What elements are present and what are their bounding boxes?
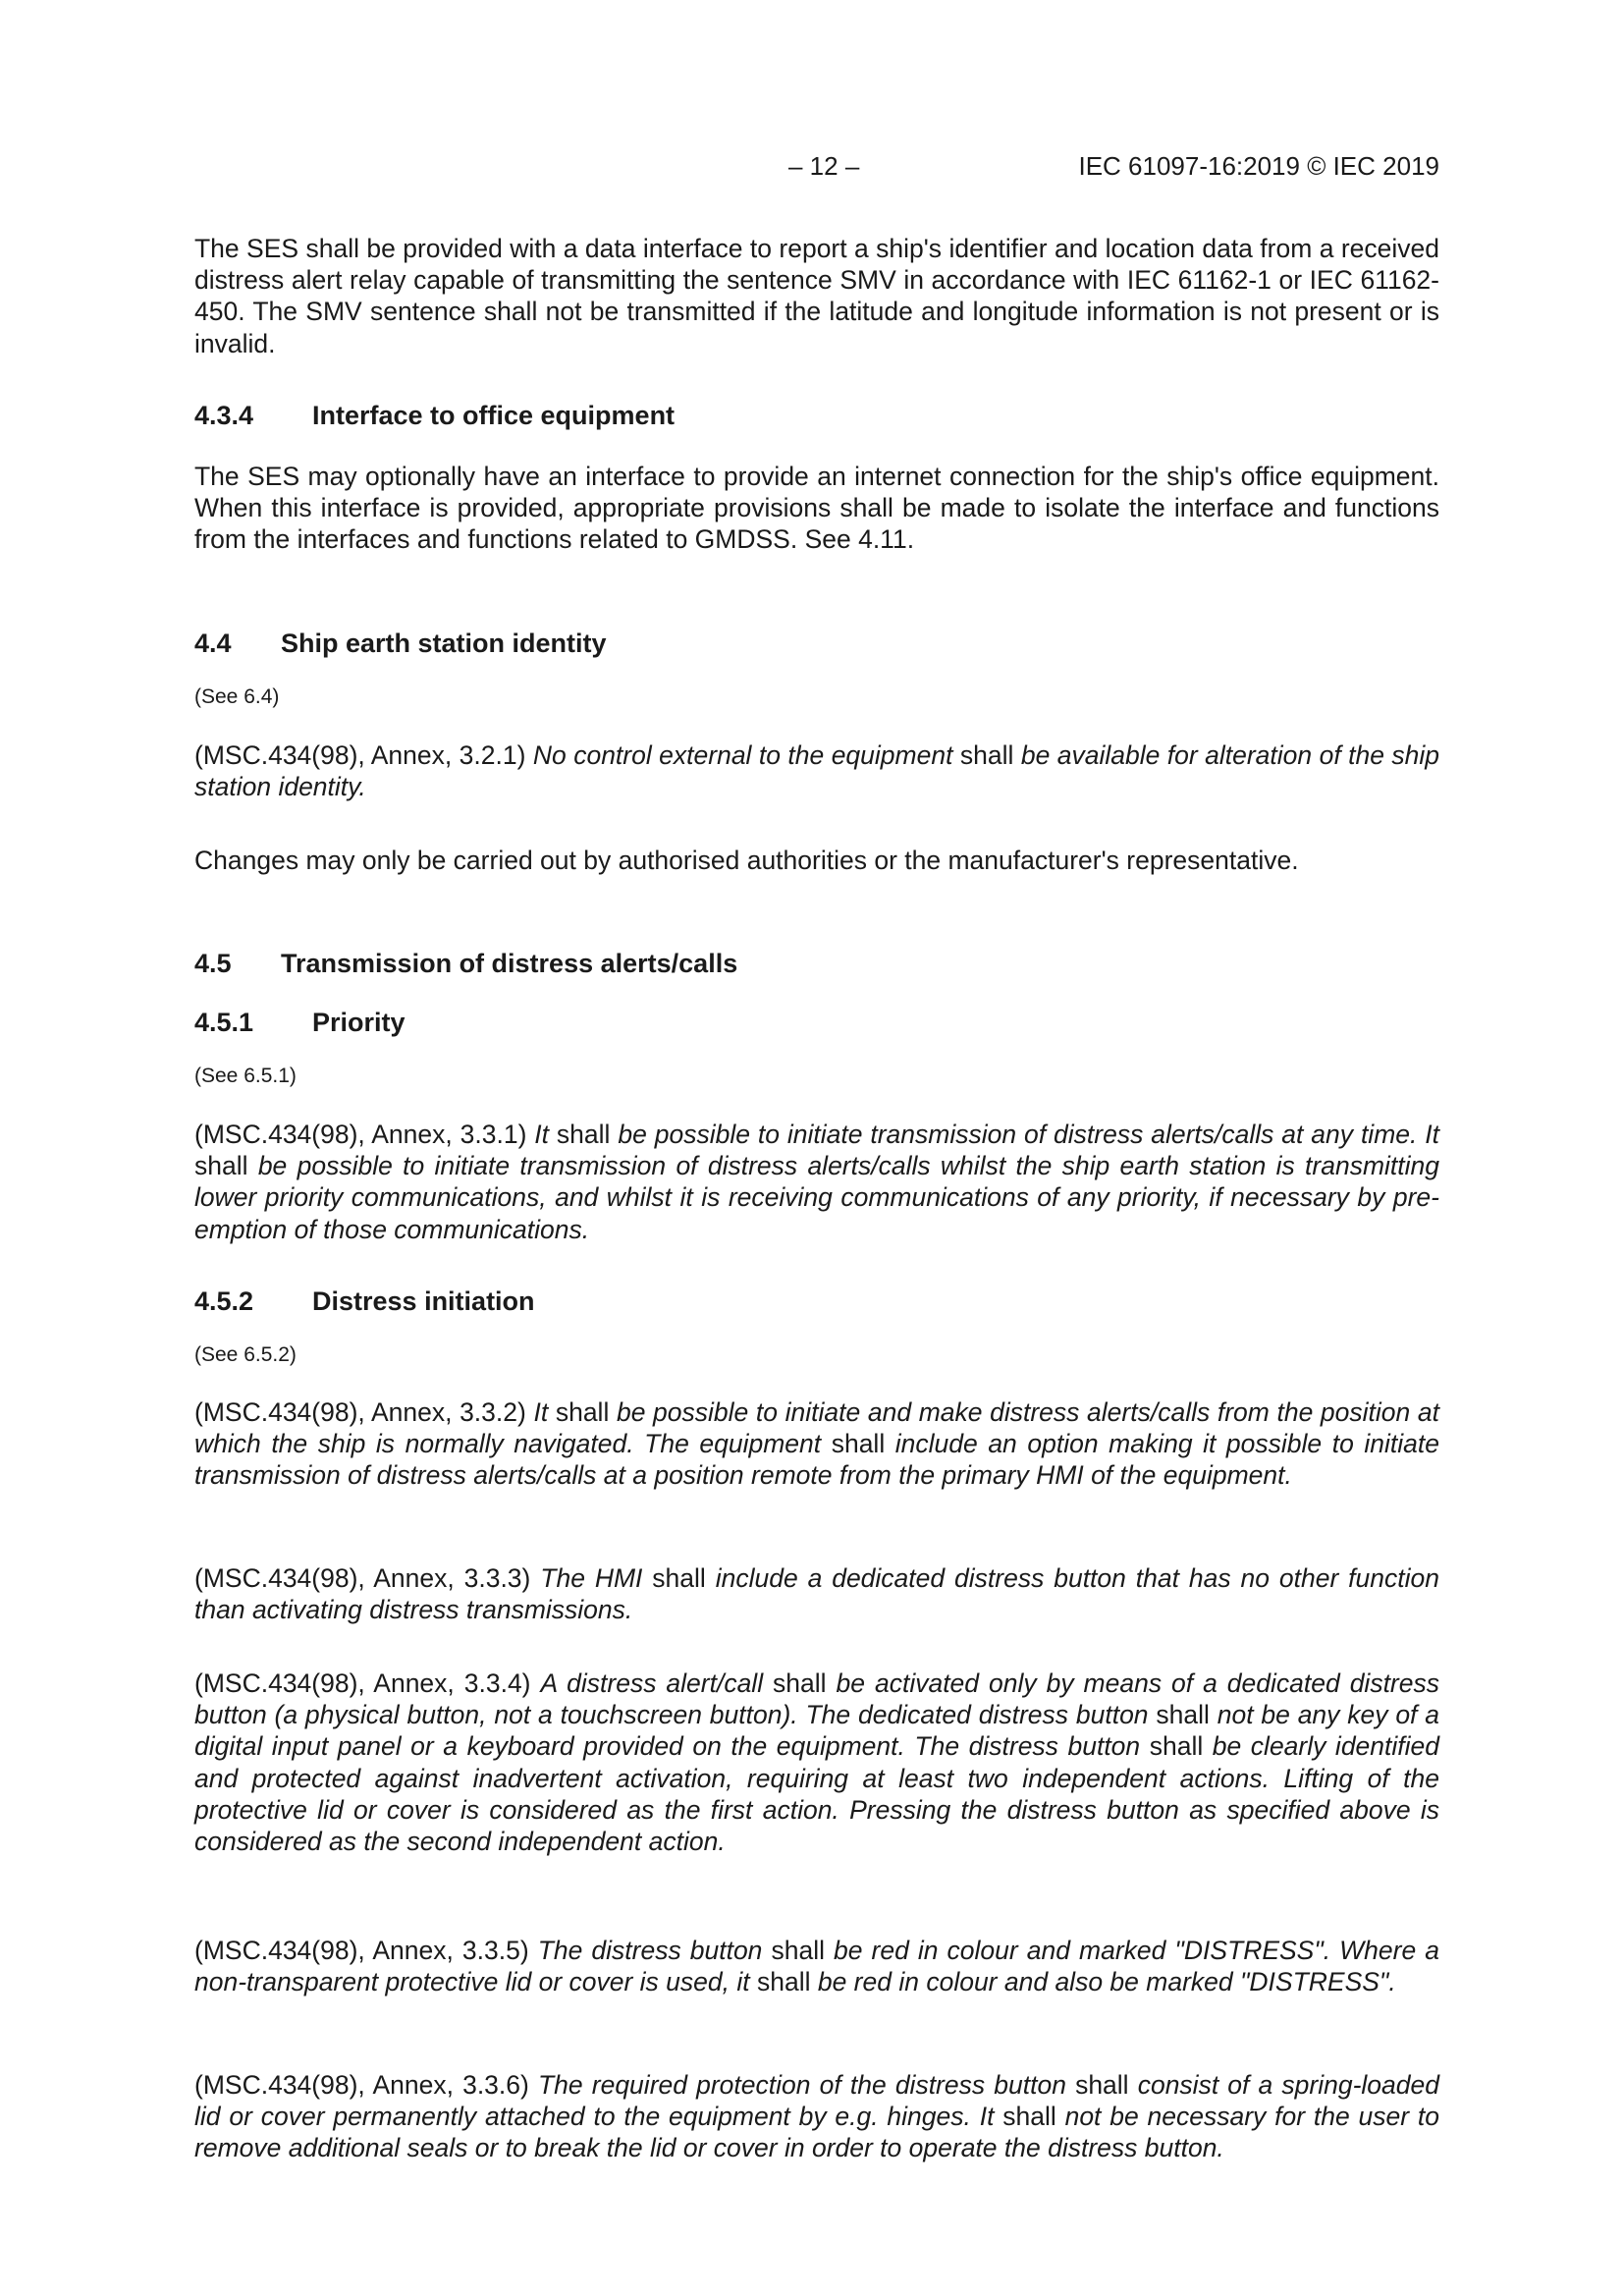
section-number: 4.5.1 [194, 1008, 254, 1037]
page-number: – 12 – [788, 151, 860, 181]
quoted-text: The required protection of the distress button [537, 2070, 1066, 2100]
section-title: Priority [312, 1008, 406, 1037]
section-heading-4-4 [194, 627, 1439, 660]
page-header [194, 151, 1439, 191]
shall-keyword: shall [1148, 1700, 1217, 1730]
shall-keyword: shall [642, 1563, 716, 1593]
msc-reference: (MSC.434(98), Annex, 3.3.1) [194, 1120, 535, 1149]
msc-reference: (MSC.434(98), Annex, 3.3.4) [194, 1668, 541, 1698]
section-title: Ship earth station identity [281, 629, 607, 658]
quoted-text: It [533, 1397, 549, 1427]
section-title: Transmission of distress alerts/calls [281, 949, 738, 978]
standard-reference: IEC 61097-16:2019 © IEC 2019 [1078, 151, 1439, 181]
section-number: 4.5.2 [194, 1286, 254, 1316]
shall-keyword: shall [549, 1120, 619, 1149]
shall-keyword: shall [1140, 1731, 1213, 1762]
msc-reference: (MSC.434(98), Annex, 3.3.5) [194, 1936, 538, 1965]
see-reference-4-4: (See 6.4) [194, 685, 280, 708]
section-heading-4-3-4 [194, 399, 1439, 432]
section-heading-4-5-2 [194, 1285, 1439, 1318]
section-number: 4.4 [194, 629, 232, 658]
quoted-text: No control external to the equipment [532, 740, 953, 770]
msc-reference: (MSC.434(98), Annex, 3.3.6) [194, 2070, 538, 2100]
see-reference-4-5-2: (See 6.5.2) [194, 1343, 297, 1366]
paragraph-4-3-4: The SES may optionally have an interface to provide an internet connection for the ship's office equipment. When this interface is provided, appropriate provisions shall be made to isolate the interface and functions from the interfaces and functions related to GMDSS. See 4.11. [194, 462, 1439, 555]
quoted-text: be possible to initiate transmission of distress alerts/calls whilst the ship earth station is transmitting lower priority communications, and whilst it is receiving communications of any priority, if necessary by pre-emption of those communications. [194, 1151, 1440, 1244]
quoted-text: consist of a spring-loaded lid or cover permanently attached to the equipment by e.g. hinges. It [194, 2070, 1439, 2132]
quoted-text: be activated only by means of a dedicated distress button (a physical button, not a touchscreen button). The dedicated distress button [194, 1668, 1439, 1730]
quoted-text: be possible to initiate transmission of distress alerts/calls at any time. It [618, 1120, 1439, 1149]
shall-keyword: shall [821, 1429, 895, 1459]
section-heading-4-5 [194, 947, 1439, 980]
shall-keyword: shall [994, 2102, 1065, 2132]
intro-paragraph: The SES shall be provided with a data interface to report a ship's identifier and location data from a received distress alert relay capable of transmitting the sentence SMV in accordance with IEC 61162-1 or IEC 61162-450. The SMV sentence shall not be transmitted if the latitude and longitude information is not present or is invalid. [194, 234, 1439, 358]
paragraph-4-5-2-e [194, 2069, 1439, 2164]
quoted-text: be available for alteration of the ship station identity. [194, 740, 1440, 802]
quoted-text: include an option making it possible to initiate transmission of distress alerts/calls at a position remote from the primary HMI of the equipment. [194, 1429, 1439, 1491]
quoted-text: A distress alert/call [540, 1668, 764, 1698]
shall-keyword: shall [749, 1967, 818, 1997]
shall-keyword: shall [952, 740, 1021, 770]
quoted-text: It [534, 1120, 550, 1149]
msc-reference: (MSC.434(98), Annex, 3.3.3) [194, 1563, 541, 1593]
paragraph-4-5-2-c [194, 1667, 1439, 1857]
section-title: Interface to office equipment [312, 401, 676, 430]
section-heading-4-5-1 [194, 1006, 1439, 1039]
shall-keyword: shall [194, 1151, 258, 1181]
quoted-text: The distress button [537, 1936, 763, 1965]
quoted-text: not be necessary for the user to remove additional seals or to break the lid or cover in order to operate the distress button. [194, 2102, 1439, 2163]
shall-keyword: shall [1065, 2070, 1138, 2100]
paragraph-4-5-2-a [194, 1396, 1439, 1492]
msc-reference: (MSC.434(98), Annex, 3.2.1) [194, 740, 533, 770]
paragraph-4-4-b: Changes may only be carried out by authorised authorities or the manufacturer's representative. [194, 846, 1299, 875]
section-title: Distress initiation [312, 1286, 535, 1316]
section-number: 4.5 [194, 949, 232, 978]
paragraph-4-5-2-b [194, 1562, 1439, 1625]
paragraph-4-5-2-d [194, 1935, 1439, 1997]
quoted-text: be red in colour and marked "DISTRESS". Where a non-transparent protective lid or cover is used, it [194, 1936, 1439, 1997]
section-number: 4.3.4 [194, 401, 254, 430]
quoted-text: be possible to initiate and make distress alerts/calls from the position at which the ship is normally navigated. The equipment [194, 1397, 1439, 1459]
quoted-text: The HMI [540, 1563, 643, 1593]
shall-keyword: shall [762, 1936, 835, 1965]
shall-keyword: shall [763, 1668, 837, 1698]
quoted-text: be red in colour and also be marked "DISTRESS". [817, 1967, 1396, 1997]
paragraph-4-4-a [194, 739, 1439, 802]
see-reference-4-5-1: (See 6.5.1) [194, 1065, 297, 1087]
quoted-text: be clearly identified and protected against inadvertent activation, requiring at least two independent actions. Lifting of the protective lid or cover is considered as the first action. Pressing the distress button as specified above is considered as the second independent action. [194, 1731, 1440, 1857]
quoted-text: not be any key of a digital input panel or a keyboard provided on the equipment. The distress button [194, 1700, 1439, 1762]
quoted-text: include a dedicated distress button that has no other function than activating distress transmissions. [194, 1563, 1439, 1625]
paragraph-4-5-1 [194, 1119, 1439, 1245]
shall-keyword: shall [548, 1397, 617, 1427]
msc-reference: (MSC.434(98), Annex, 3.3.2) [194, 1397, 534, 1427]
